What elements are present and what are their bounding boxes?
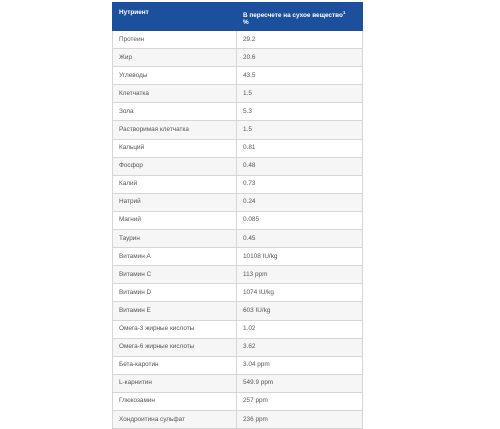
nutrient-name-cell: Магний [113, 211, 237, 229]
table-row [113, 211, 363, 229]
nutrient-name-cell: Бета-каротин [113, 356, 237, 374]
table-row [113, 338, 363, 356]
header-nutrient-label: Нутриент [119, 9, 149, 16]
table-row [113, 193, 363, 211]
nutrient-name-cell: Витамин C [113, 266, 237, 284]
table-row [113, 302, 363, 320]
nutrient-value-cell: 20.6 [237, 49, 363, 67]
nutrient-value-cell: 29.2 [237, 31, 363, 49]
table-row [113, 85, 363, 103]
header-dry-matter [237, 3, 363, 31]
nutrient-name-cell: Глюкозамин [113, 392, 237, 410]
table-row [113, 320, 363, 338]
nutrient-value-cell: 10108 IU/kg [237, 248, 363, 266]
nutrient-name-cell: Натрий [113, 193, 237, 211]
nutrient-value-cell: 0.73 [237, 175, 363, 193]
nutrient-name-cell: Омега-3 жирные кислоты [113, 320, 237, 338]
nutrient-value-cell: 0.81 [237, 139, 363, 157]
nutrient-value-cell: 603 IU/kg [237, 302, 363, 320]
header-dry-matter-label: В пересчете на сухое вещество [243, 12, 343, 20]
nutrient-name-cell: Витамин D [113, 284, 237, 302]
table-row [113, 266, 363, 284]
nutrient-name-cell: Растворимая клетчатка [113, 121, 237, 139]
table-body [113, 31, 363, 429]
nutrient-name-cell: Зола [113, 103, 237, 121]
table-row [113, 374, 363, 392]
nutrient-value-cell: 1074 IU/kg [237, 284, 363, 302]
table-row [113, 103, 363, 121]
nutrient-name-cell: Таурин [113, 230, 237, 248]
nutrient-value-cell: 3.62 [237, 338, 363, 356]
nutrient-value-cell: 1.02 [237, 320, 363, 338]
nutrient-name-cell: Клетчатка [113, 85, 237, 103]
table-row [113, 248, 363, 266]
nutrient-table-container [112, 2, 362, 429]
nutrient-name-cell: Кальций [113, 139, 237, 157]
table-row [113, 230, 363, 248]
table-row [113, 121, 363, 139]
table-row [113, 67, 363, 85]
table-row [113, 49, 363, 67]
nutrient-name-cell: Калий [113, 175, 237, 193]
header-row [113, 3, 363, 31]
nutrient-value-cell: 257 ppm [237, 392, 363, 410]
nutrient-table [112, 2, 363, 429]
table-row [113, 284, 363, 302]
nutrient-name-cell: Протеин [113, 31, 237, 49]
nutrient-value-cell: 549.9 ppm [237, 374, 363, 392]
nutrient-value-cell: 113 ppm [237, 266, 363, 284]
table-row [113, 175, 363, 193]
nutrient-value-cell: 1.5 [237, 85, 363, 103]
footnote-marker: 1 [342, 10, 346, 15]
header-nutrient [113, 3, 237, 31]
header-unit-label: % [243, 19, 249, 27]
nutrient-value-cell: 0.085 [237, 211, 363, 229]
nutrient-value-cell: 0.45 [237, 230, 363, 248]
nutrient-value-cell: 5.3 [237, 103, 363, 121]
nutrient-name-cell: Хондроитина сульфат [113, 410, 237, 428]
table-row [113, 356, 363, 374]
table-header [113, 3, 363, 31]
table-row [113, 157, 363, 175]
nutrient-name-cell: Фосфор [113, 157, 237, 175]
nutrient-value-cell: 236 ppm [237, 410, 363, 428]
nutrient-value-cell: 43.5 [237, 67, 363, 85]
table-row [113, 31, 363, 49]
nutrient-name-cell: Углеводы [113, 67, 237, 85]
nutrient-name-cell: Омега-6 жирные кислоты [113, 338, 237, 356]
nutrient-value-cell: 1.5 [237, 121, 363, 139]
nutrient-value-cell: 0.24 [237, 193, 363, 211]
nutrient-value-cell: 3.04 ppm [237, 356, 363, 374]
nutrient-name-cell: Витамин E [113, 302, 237, 320]
nutrient-value-cell: 0.48 [237, 157, 363, 175]
nutrient-name-cell: L-карнитин [113, 374, 237, 392]
nutrient-name-cell: Витамин A [113, 248, 237, 266]
nutrient-name-cell: Жир [113, 49, 237, 67]
table-row [113, 139, 363, 157]
table-row [113, 392, 363, 410]
